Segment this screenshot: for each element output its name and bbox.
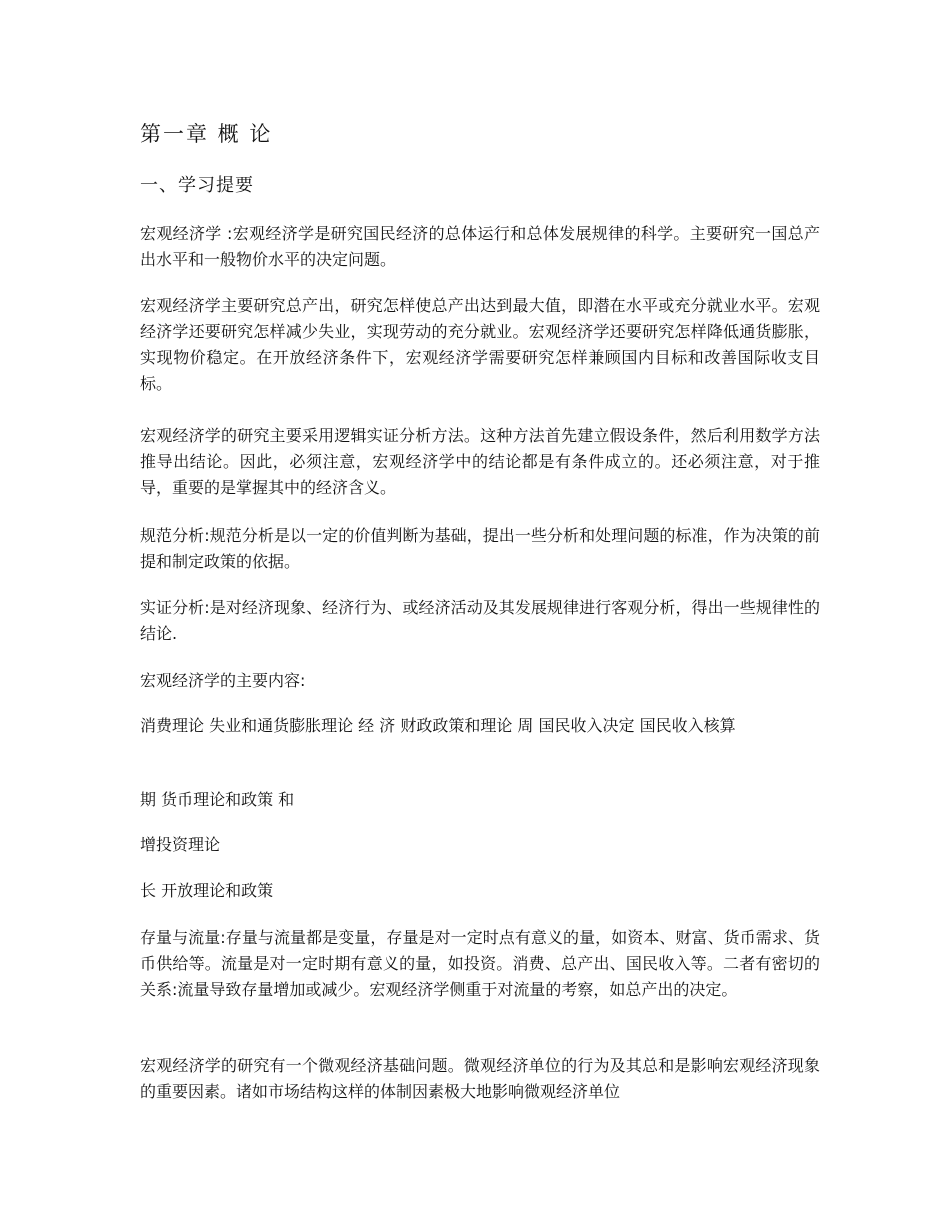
- paragraph-positive-analysis: 实证分析:是对经济现象、经济行为、或经济活动及其发展规律进行客观分析，得出一些规律性的结论.: [140, 598, 820, 643]
- paragraph-stock-and-flow: 存量与流量:存量与流量都是变量，存量是对一定时点有意义的量，如资本、财富、货币需求、货币供给等。流量是对一定时期有意义的量，如投资。消费、总产出、国民收入等。二者有密切的关系:流量导致存量增加或减少。宏观经济学侧重于对流量的考察，如总产出的决定。: [140, 928, 820, 999]
- paragraph-contents-row-4: 长 开放理论和政策: [140, 881, 274, 900]
- paragraph-main-contents-heading: 宏观经济学的主要内容:: [140, 671, 306, 690]
- paragraph-contents-row-3: 增投资理论: [140, 835, 221, 854]
- paragraph-micro-foundation: 宏观经济学的研究有一个微观经济基础问题。微观经济单位的行为及其总和是影响宏观经济现象的重要因素。诸如市场结构这样的体制因素极大地影响微观经济单位: [140, 1056, 820, 1101]
- paragraph-contents-row-2: 期 货币理论和政策 和: [140, 790, 295, 809]
- paragraph-normative-analysis: 规范分析:规范分析是以一定的价值判断为基础，提出一些分析和处理问题的标准，作为决策的前提和制定政策的依据。: [140, 526, 820, 571]
- paragraph-research-objectives: 宏观经济学主要研究总产出，研究怎样使总产出达到最大值，即潜在水平或充分就业水平。宏观经济学还要研究怎样减少失业，实现劳动的充分就业。宏观经济学还要研究怎样降低通货膨胀，实现物价稳定。在开放经济条件下，宏观经济学需要研究怎样兼顾国内目标和改善国际收支目标。: [140, 296, 820, 393]
- paragraph-contents-row-1: 消费理论 失业和通货膨胀理论 经 济 财政政策和理论 周 国民收入决定 国民收入核算: [140, 716, 736, 735]
- paragraph-research-method: 宏观经济学的研究主要采用逻辑实证分析方法。这种方法首先建立假设条件，然后利用数学方法推导出结论。因此，必须注意，宏观经济学中的结论都是有条件成立的。还必须注意，对于推导，重要的是掌握其中的经济含义。: [140, 426, 820, 497]
- chapter-title: 第一章 概 论: [140, 122, 273, 146]
- section-title: 一、学习提要: [140, 175, 254, 196]
- paragraph-macroeconomics-definition: 宏观经济学 :宏观经济学是研究国民经济的总体运行和总体发展规律的科学。主要研究一国总产出水平和一般物价水平的决定问题。: [140, 224, 820, 269]
